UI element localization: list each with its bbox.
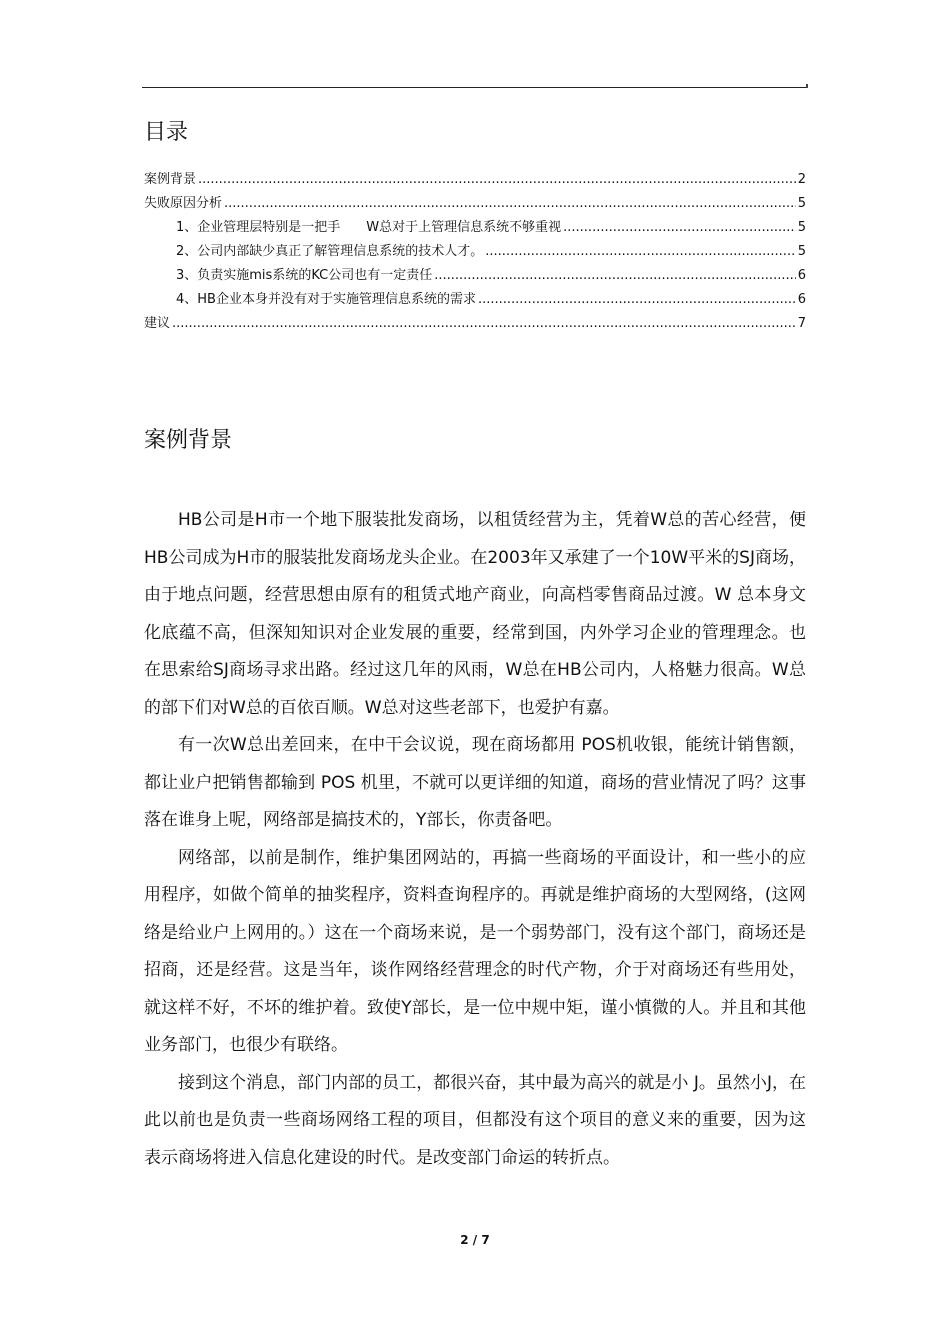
toc-entry-reason-2[interactable] — [144, 240, 806, 264]
toc-entry-label: 案例背景 — [144, 172, 197, 187]
header-rule — [142, 87, 808, 88]
toc-entry-label: 4、HB企业本身并没有对于实施管理信息系统的需求 — [176, 292, 476, 307]
toc-entry-page: 7 — [797, 316, 806, 331]
toc-entry-label: 建议 — [144, 316, 171, 331]
body-paragraph: 接到这个消息，部门内部的员工，都很兴奋，其中最为高兴的就是小 J。虽然小J，在此以前也是负责一些商场网络工程的项目，但都没有这个项目的意义来的重要，因为这表示商场将进入信息化建设的时代。是改变部门命运的转折点。 — [144, 1072, 806, 1168]
toc-entry-failure-analysis[interactable] — [144, 192, 806, 216]
toc-entry-label: 失败原因分析 — [144, 196, 223, 211]
toc-entry-label: 3、负责实施mis系统的KC公司也有一定责任 — [176, 268, 433, 283]
toc-leader-dots — [478, 288, 796, 312]
toc-leader-dots — [563, 216, 796, 240]
toc-entry-page: 6 — [797, 268, 806, 283]
toc-entry-page: 2 — [797, 172, 806, 187]
toc-leader-dots — [485, 240, 795, 264]
toc-title: 目录 — [144, 120, 189, 145]
toc-entry-page: 5 — [797, 244, 806, 259]
toc-entry-case-background[interactable] — [144, 168, 806, 192]
body-paragraph: HB公司是H市一个地下服装批发商场，以租赁经营为主，凭着W总的苦心经营，便HB公司成为H市的服装批发商场龙头企业。在2003年又承建了一个10W平米的SJ商场，由于地点问题，经营思想由原有的租赁式地产商业，向高档零售商品过渡。W 总本身文化底蕴不高，但深知知识对企业发展的重要，经常到国，内外学习企业的管理理念。也在思索给SJ商场寻求出路。经过这几年的风雨，W总在HB公司内，人格魅力很高。W总的部下们对W总的百依百顺。W总对这些老部下，也爱护有嘉。 — [144, 510, 806, 718]
toc-entry-reason-3[interactable] — [144, 264, 806, 288]
toc-leader-dots — [224, 192, 796, 216]
toc-entry-page: 5 — [797, 196, 806, 211]
toc-leader-dots — [434, 264, 796, 288]
section-heading: 案例背景 — [144, 428, 233, 453]
toc-entry-suggestions[interactable] — [144, 312, 806, 336]
toc-entry-label: 2、公司内部缺少真正了解管理信息系统的技术人才。 — [176, 244, 484, 259]
table-of-contents — [144, 168, 806, 336]
body-paragraph: 有一次W总出差回来，在中干会议说，现在商场都用 POS机收银，能统计销售额，都让业户把销售都输到 POS 机里，不就可以更详细的知道，商场的营业情况了吗？这事落在谁身上呢，网络部是搞技术的，Y部长，你责备吧。 — [144, 735, 806, 830]
toc-leader-dots — [198, 168, 796, 192]
section-body — [144, 502, 806, 1177]
toc-entry-page: 6 — [797, 292, 806, 307]
toc-entry-reason-4[interactable] — [144, 288, 806, 312]
header-rule-end-mark — [806, 84, 808, 88]
page-number: 2 / 7 — [460, 1233, 490, 1247]
toc-leader-dots — [172, 312, 796, 336]
toc-entry-reason-1[interactable] — [144, 216, 806, 240]
toc-entry-page: 5 — [797, 220, 806, 235]
toc-entry-label: 1、企业管理层特别是一把手 W总对于上管理信息系统不够重视 — [176, 220, 562, 235]
body-paragraph: 网络部，以前是制作，维护集团网站的，再搞一些商场的平面设计，和一些小的应用程序，如做个简单的抽奖程序，资料查询程序的。再就是维护商场的大型网络，(这网络是给业户上网用的。）这在一个商场来说，是一个弱势部门，没有这个部门，商场还是招商，还是经营。这是当年，谈作网络经营理念的时代产物，介于对商场还有些用处，就这样不好，不坏的维护着。致使Y部长，是一位中规中矩，谨小慎微的人。并且和其他业务部门，也很少有联络。 — [144, 847, 806, 1055]
